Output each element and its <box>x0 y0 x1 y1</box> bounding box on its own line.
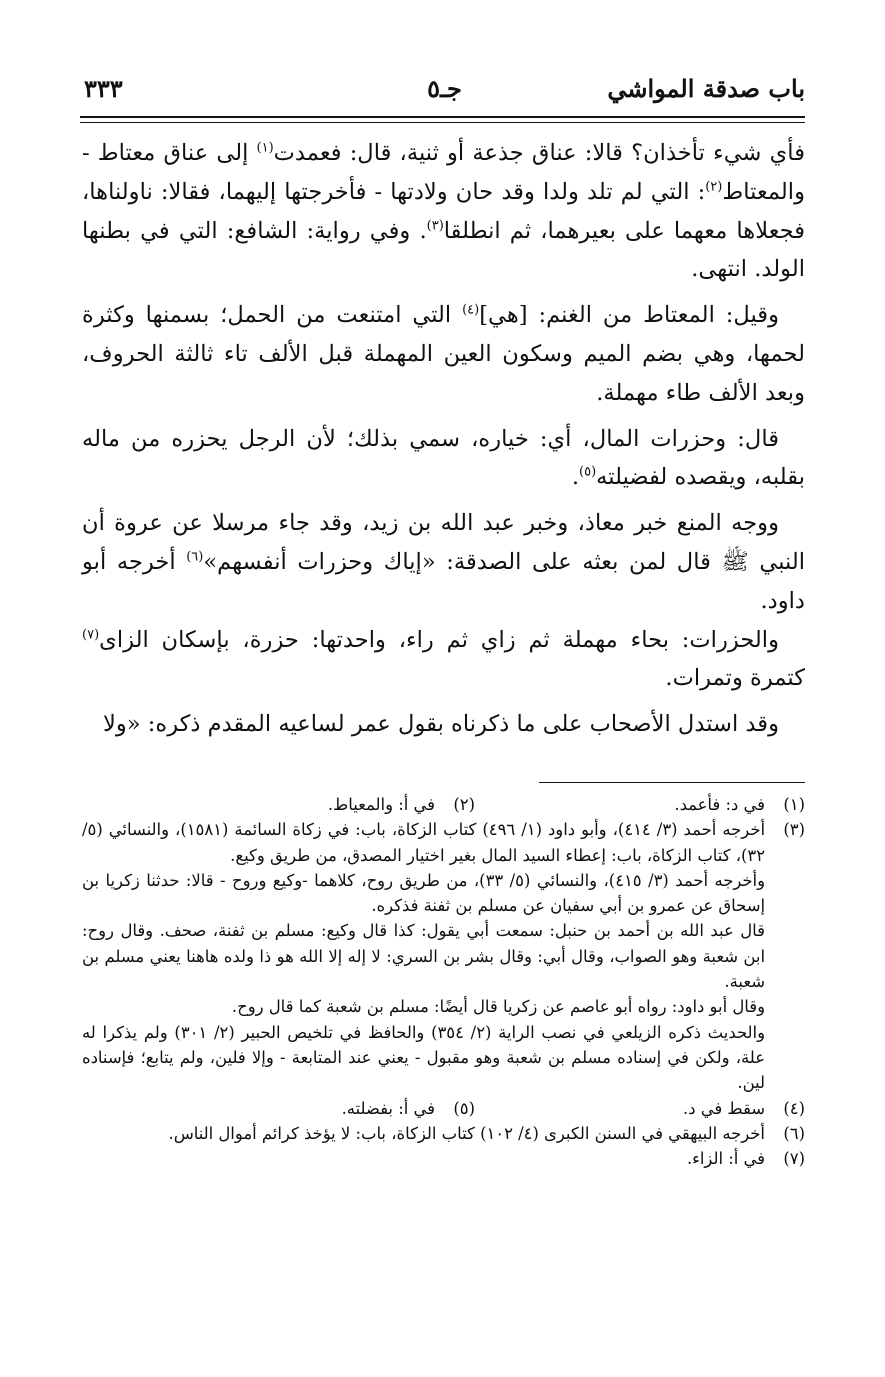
footnote-paragraph: والحديث ذكره الزيلعي في نصب الراية (٢/ ٣٥٤) والحافظ في تلخيص الحبير (٢/ ٣٠١) ولم يذكرا له علة، ولكن في إسناده مسلم بن شعبة وهو مقبول - يعني عند المتابعة - وإلا فلين، ولم يتابع؛ فإسناده لين. <box>82 1022 765 1093</box>
footnote-number: (٧) <box>783 1149 805 1169</box>
page-number: ٣٣٣ <box>84 74 123 103</box>
footnote-separator <box>539 782 805 783</box>
footnote-number: (٤) <box>783 1098 805 1118</box>
paragraph: وقيل: المعتاط من الغنم: [هي]$^{(٤)}$ التي امتنعت من الحمل؛ بسمنها وكثرة لحمها، وهي بضم الميم وسكون العين المهملة قبل الألف تاء ثالثة الحروف، وبعد الألف طاء مهملة. <box>82 302 805 406</box>
footnote-text: في أ: الزاء. <box>686 1149 765 1169</box>
footnote-text: في د: فأعمد. <box>674 795 765 814</box>
paragraph: قال: وحزرات المال، أي: خياره، سمي بذلك؛ لأن الرجل يحزره من ماله بقلبه، ويقصده لفضيلته$^{(٥)}$. <box>82 425 805 491</box>
footnote-text: في أ: بفضلته. <box>341 1098 435 1118</box>
paragraph: فأي شيء تأخذان؟ قالا: عناق جذعة أو ثنية، قال: فعمدت$^{(١)}$ إلى عناق معتاط - والمعتاط$^{(٢)}$: التي لم تلد ولدا وقد حان ولادتها - فأخرجتها إليهما، فقالا: ناولناها، فجعلاها معهما على بعيرهما، ثم انطلقا$^{(٣)}$. وفي رواية: الشافع: التي في بطنها الولد. انتهى. <box>82 140 805 283</box>
footnote-number: (٥) <box>453 1098 475 1118</box>
footnote-text: في أ: والمعياط. <box>327 795 435 814</box>
footnote-number: (١) <box>783 795 805 814</box>
paragraph: ووجه المنع خبر معاذ، وخبر عبد الله بن زيد، وقد جاء مرسلا عن عروة أن النبي ﷺ قال لمن بعثه على الصدقة: «إياك وحزرات أنفسهم»$^{(٦)}$ أخرجه أبو داود. <box>82 510 805 614</box>
footnote-text: أخرجه البيهقي في السنن الكبرى (٤/ ١٠٢) كتاب الزكاة، باب: لا يؤخذ كرائم أموال الناس. <box>168 1123 765 1143</box>
footnotes <box>82 792 805 1171</box>
footnote-row <box>82 1096 805 1121</box>
chapter-title: باب صدقة المواشي <box>607 74 805 103</box>
footnote <box>82 1121 805 1146</box>
running-header <box>84 68 805 114</box>
main-text <box>82 134 805 751</box>
footnote-text: سقط في د. <box>682 1098 765 1118</box>
footnote-paragraph: وقال أبو داود: رواه أبو عاصم عن زكريا قال أيضًا: مسلم بن شعبة كما قال روح. <box>231 997 765 1017</box>
volume-label: جـ٥ <box>427 74 462 103</box>
footnote-number: (٢) <box>453 795 475 814</box>
header-rule <box>80 116 805 123</box>
footnote-paragraph: أخرجه أحمد (٣/ ٤١٤)، وأبو داود (١/ ٤٩٦) كتاب الزكاة، باب: في زكاة السائمة (١٥٨١)، والنسائي (٥/ ٣٢)، كتاب الزكاة، باب: إعطاء السيد المال بغير اختيار المصدق، من طريق وكيع. <box>82 820 766 865</box>
footnote <box>82 817 805 1095</box>
footnote-number: (٣) <box>783 820 805 840</box>
footnote-paragraph: وأخرجه أحمد (٣/ ٤١٥)، والنسائي (٥/ ٣٣)، من طريق روح، كلاهما -وكيع وروح - قالا: حدثنا زكريا بن إسحاق عن عمرو بن أبي سفيان عن مسلم بن ثفنة فذكره. <box>82 870 766 916</box>
footnote-number: (٦) <box>783 1123 805 1143</box>
paragraph: وقد استدل الأصحاب على ما ذكرناه بقول عمر لساعيه المقدم ذكره: «ولا <box>102 711 779 738</box>
footnote-row <box>82 792 805 817</box>
footnote <box>82 1146 805 1171</box>
footnote-paragraph: قال عبد الله بن أحمد بن حنبل: سمعت أبي يقول: كذا قال وكيع: مسلم بن ثفنة، صحف. وقال روح: ابن شعبة وهو الصواب، وقال أبي: وقال بشر بن السري: لا إله إلا الله هو ذا ولده هاهنا يعني مسلم بن شعبة. <box>82 921 765 992</box>
paragraph: والحزرات: بحاء مهملة ثم زاي ثم راء، واحدتها: حزرة، بإسكان الزاى$^{(٧)}$ كتمرة وتمرات. <box>82 626 805 692</box>
